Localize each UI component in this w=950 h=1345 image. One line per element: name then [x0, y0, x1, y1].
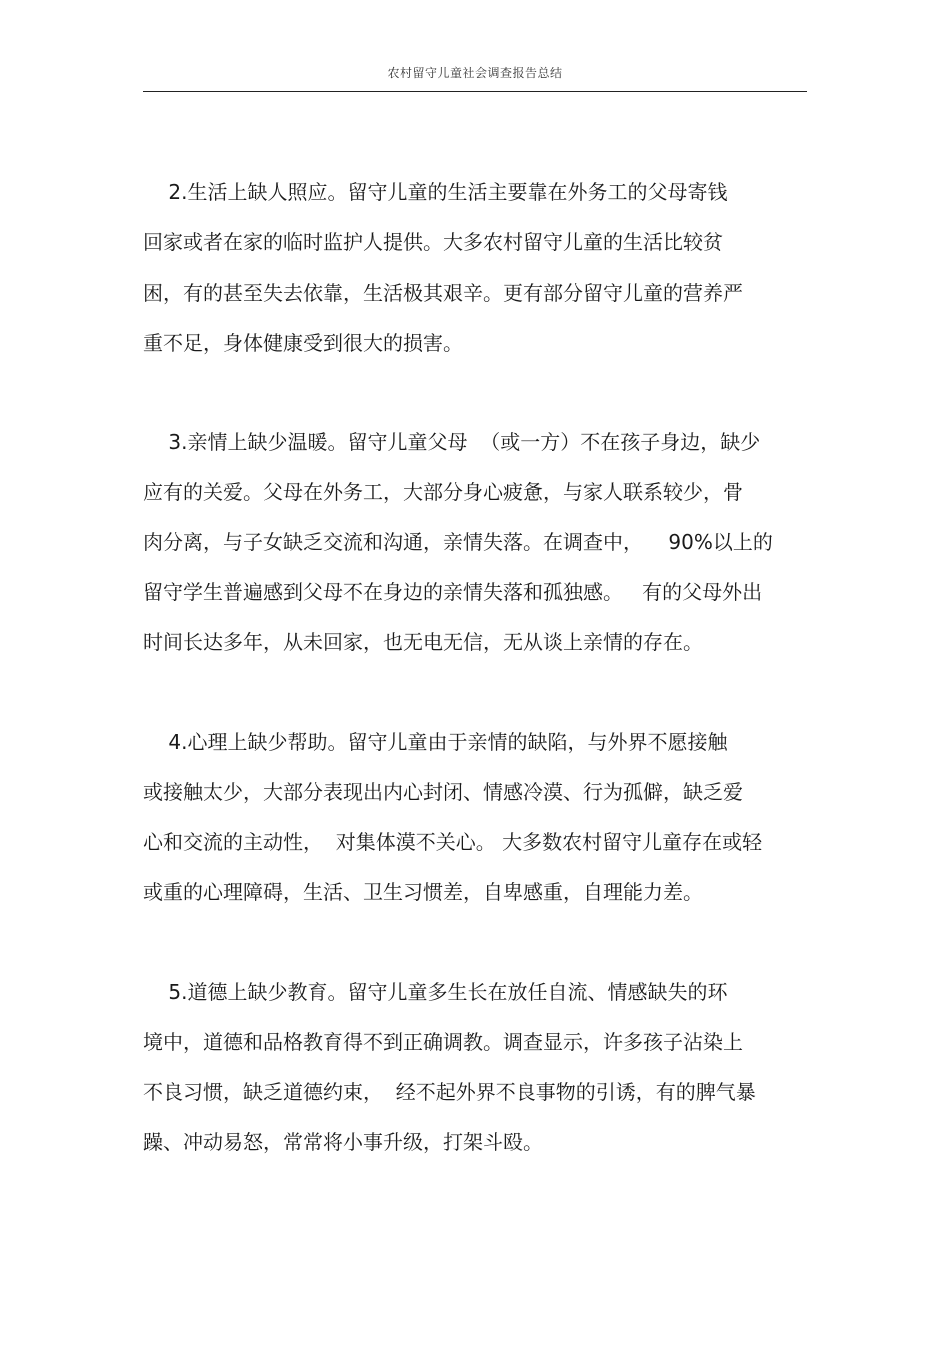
paragraph-line: 应有的关爱。父母在外务工，大部分身心疲惫，与家人联系较少，骨: [143, 480, 743, 504]
page-header-title: 农村留守儿童社会调查报告总结: [387, 66, 563, 80]
paragraph-line: 3.亲情上缺少温暖。留守儿童父母 （或一方）不在孩子身边，缺少: [143, 430, 761, 454]
paragraph-line: 回家或者在家的临时监护人提供。大多农村留守儿童的生活比较贫: [143, 230, 723, 254]
header-divider: [143, 91, 807, 92]
paragraph-line: 或重的心理障碍，生活、卫生习惯差，自卑感重，自理能力差。: [143, 880, 703, 904]
paragraph-line: 2.生活上缺人照应。留守儿童的生活主要靠在外务工的父母寄钱: [143, 180, 728, 204]
paragraph-line: 时间长达多年，从未回家，也无电无信，无从谈上亲情的存在。: [143, 630, 703, 654]
paragraph-line: 留守学生普遍感到父母不在身边的亲情失落和孤独感。 有的父母外出: [143, 580, 763, 604]
paragraph-line: 重不足，身体健康受到很大的损害。: [143, 331, 463, 355]
paragraph-line: 5.道德上缺少教育。留守儿童多生长在放任自流、情感缺失的环: [143, 980, 728, 1004]
paragraph-line: 不良习惯，缺乏道德约束， 经不起外界不良事物的引诱，有的脾气暴: [143, 1080, 756, 1104]
paragraph-line: 困，有的甚至失去依靠，生活极其艰辛。更有部分留守儿童的营养严: [143, 281, 743, 305]
paragraph-line: 肉分离，与子女缺乏交流和沟通，亲情失落。在调查中， 90%以上的: [143, 530, 773, 554]
paragraph-line: 躁、冲动易怒，常常将小事升级，打架斗殴。: [143, 1130, 543, 1154]
paragraph-line: 4.心理上缺少帮助。留守儿童由于亲情的缺陷，与外界不愿接触: [143, 730, 728, 754]
paragraph-line: 心和交流的主动性， 对集体漠不关心。 大多数农村留守儿童存在或轻: [143, 830, 763, 854]
paragraph-line: 境中，道德和品格教育得不到正确调教。调查显示，许多孩子沾染上: [143, 1030, 743, 1054]
paragraph-line: 或接触太少，大部分表现出内心封闭、情感冷漠、行为孤僻，缺乏爱: [143, 780, 743, 804]
